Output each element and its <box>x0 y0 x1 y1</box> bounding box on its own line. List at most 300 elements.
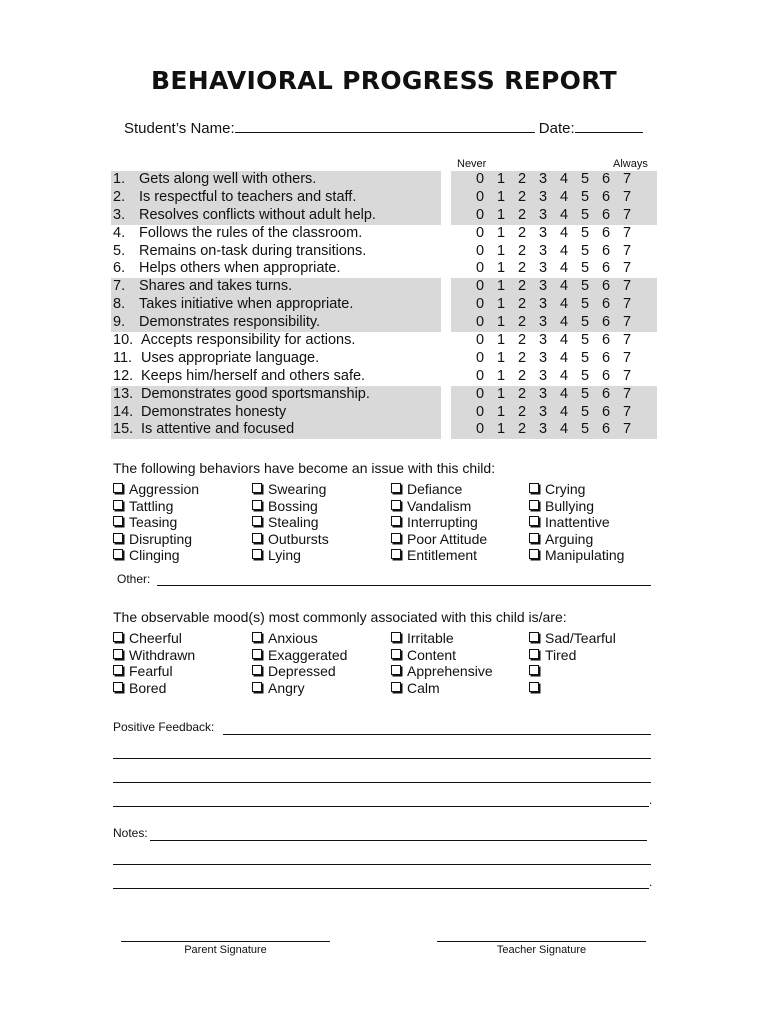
rating-option[interactable]: 5 <box>580 188 590 205</box>
checkbox-icon[interactable] <box>529 682 539 692</box>
rating-option[interactable]: 7 <box>622 224 632 241</box>
rating-item-number: 10. <box>113 332 134 349</box>
checkbox-option[interactable] <box>113 498 173 515</box>
checkbox-label: Manipulating <box>545 547 625 564</box>
rating-option[interactable]: 5 <box>580 403 590 420</box>
rating-item <box>111 350 441 368</box>
rating-item <box>111 332 441 350</box>
rating-option[interactable]: 3 <box>538 224 548 241</box>
rating-item-number: 9. <box>113 314 126 331</box>
checkbox-option[interactable] <box>391 498 471 515</box>
positive-feedback-field-3[interactable] <box>113 782 651 783</box>
scale-never-label: Never <box>457 158 487 170</box>
checkbox-icon[interactable] <box>529 549 539 559</box>
checkbox-label: Clinging <box>129 547 180 564</box>
rating-option[interactable]: 2 <box>517 332 527 349</box>
rating-item-text: Demonstrates good sportsmanship. <box>141 385 370 402</box>
rating-option[interactable]: 0 <box>475 314 485 331</box>
rating-option[interactable]: 7 <box>622 278 632 295</box>
notes-label: Notes: <box>113 826 148 840</box>
rating-item-number: 11. <box>113 349 133 366</box>
rating-option[interactable]: 1 <box>496 242 506 259</box>
rating-scale <box>451 386 657 404</box>
checkbox-option[interactable] <box>391 647 456 664</box>
rating-option[interactable]: 0 <box>475 224 485 241</box>
rating-scale <box>451 421 657 439</box>
checkbox-option[interactable] <box>391 663 493 680</box>
checkbox-icon[interactable] <box>529 483 539 493</box>
checkbox-icon[interactable] <box>252 516 262 526</box>
rating-option[interactable]: 4 <box>559 385 569 402</box>
rating-option[interactable]: 7 <box>622 260 632 277</box>
rating-option[interactable]: 2 <box>517 278 527 295</box>
checkbox-icon[interactable] <box>113 483 123 493</box>
notes-line <box>113 826 148 840</box>
rating-option[interactable]: 0 <box>475 349 485 366</box>
other-field[interactable] <box>157 585 651 586</box>
rating-option[interactable]: 5 <box>580 367 590 384</box>
rating-item-number: 14. <box>113 403 134 420</box>
checkbox-icon[interactable] <box>113 549 123 559</box>
rating-option[interactable]: 4 <box>559 367 569 384</box>
rating-option[interactable]: 3 <box>538 188 548 205</box>
behaviors-heading: The following behaviors have become an issue with this child: <box>113 460 496 476</box>
checkbox-option[interactable] <box>252 547 301 564</box>
checkbox-label: Swearing <box>268 481 327 497</box>
checkbox-option[interactable] <box>252 514 319 531</box>
rating-option[interactable]: 4 <box>559 403 569 420</box>
rating-option[interactable]: 5 <box>580 332 590 349</box>
rating-option[interactable]: 4 <box>559 188 569 205</box>
rating-option[interactable]: 0 <box>475 206 485 223</box>
notes-field-2[interactable] <box>113 864 651 865</box>
checkbox-option[interactable] <box>252 481 326 498</box>
rating-option[interactable]: 6 <box>601 278 611 295</box>
checkbox-icon[interactable] <box>391 549 401 559</box>
rating-item <box>111 368 441 386</box>
checkbox-label: Bossing <box>268 497 318 514</box>
rating-option[interactable]: 6 <box>601 188 611 205</box>
rating-option[interactable]: 4 <box>559 242 569 259</box>
positive-feedback-field-1[interactable] <box>223 734 651 735</box>
rating-option[interactable]: 0 <box>475 332 485 349</box>
rating-option[interactable]: 4 <box>559 171 569 187</box>
rating-option[interactable]: 3 <box>538 242 548 259</box>
checkbox-label: Inattentive <box>545 514 610 531</box>
rating-option[interactable]: 4 <box>559 260 569 277</box>
rating-scale <box>451 332 657 350</box>
rating-item <box>111 278 441 296</box>
rating-option[interactable]: 4 <box>559 224 569 241</box>
rating-option[interactable]: 5 <box>580 260 590 277</box>
rating-option[interactable]: 4 <box>559 314 569 331</box>
rating-item-number: 3. <box>113 206 126 223</box>
rating-item <box>111 386 441 404</box>
rating-option[interactable]: 5 <box>580 349 590 366</box>
rating-option[interactable]: 1 <box>496 260 506 277</box>
positive-feedback-end-mark: . <box>649 793 653 807</box>
checkbox-label: Lying <box>268 547 301 564</box>
rating-scale <box>451 171 657 189</box>
rating-option[interactable]: 5 <box>580 206 590 223</box>
rating-option[interactable]: 2 <box>517 224 527 241</box>
checkbox-icon[interactable] <box>529 516 539 526</box>
rating-option[interactable]: 4 <box>559 278 569 295</box>
teacher-signature-field[interactable] <box>437 941 646 942</box>
rating-option[interactable]: 5 <box>580 385 590 402</box>
rating-row <box>111 350 657 368</box>
rating-option[interactable]: 3 <box>538 421 548 438</box>
checkbox-option[interactable] <box>252 498 318 515</box>
rating-row <box>111 278 657 296</box>
checkbox-label: Tattling <box>129 497 174 514</box>
checkbox-label: Teasing <box>129 514 178 531</box>
positive-feedback-field-4[interactable] <box>113 806 649 807</box>
rating-option[interactable]: 7 <box>622 332 632 349</box>
checkbox-icon[interactable] <box>252 632 262 642</box>
rating-item-text: Follows the rules of the classroom. <box>139 224 363 241</box>
date-field[interactable] <box>575 118 643 133</box>
checkbox-option[interactable] <box>252 680 305 697</box>
checkbox-icon[interactable] <box>252 665 262 675</box>
notes-field-1[interactable] <box>150 840 647 841</box>
checkbox-option[interactable] <box>529 680 545 697</box>
checkbox-icon[interactable] <box>113 516 123 526</box>
rating-option[interactable]: 2 <box>517 260 527 277</box>
rating-scale <box>451 225 657 243</box>
checkbox-label: Arguing <box>545 530 594 547</box>
checkbox-label: Entitlement <box>407 547 478 564</box>
rating-row <box>111 404 657 422</box>
rating-option[interactable]: 2 <box>517 206 527 223</box>
rating-option[interactable]: 6 <box>601 224 611 241</box>
checkbox-icon[interactable] <box>252 649 262 659</box>
checkbox-option[interactable] <box>113 531 192 548</box>
checkbox-icon[interactable] <box>391 500 401 510</box>
rating-option[interactable]: 3 <box>538 206 548 223</box>
checkbox-icon[interactable] <box>252 682 262 692</box>
checkbox-icon[interactable] <box>113 533 123 543</box>
checkbox-option[interactable] <box>529 663 545 680</box>
checkbox-icon[interactable] <box>252 483 262 493</box>
checkbox-option[interactable] <box>529 481 585 498</box>
checkbox-option[interactable] <box>252 531 329 548</box>
checkbox-label: Bored <box>129 679 167 696</box>
checkbox-icon[interactable] <box>113 682 123 692</box>
rating-option[interactable]: 5 <box>580 242 590 259</box>
checkbox-label: Sad/Tearful <box>545 630 616 646</box>
student-name-field[interactable] <box>235 118 535 133</box>
rating-option[interactable]: 6 <box>601 314 611 331</box>
rating-option[interactable]: 6 <box>601 206 611 223</box>
checkbox-option[interactable] <box>529 531 593 548</box>
checkbox-label: Bullying <box>545 497 595 514</box>
notes-end-mark: . <box>649 875 653 889</box>
rating-scale <box>451 243 657 261</box>
rating-option[interactable]: 7 <box>622 206 632 223</box>
positive-feedback-field-2[interactable] <box>113 758 651 759</box>
rating-scale <box>451 189 657 207</box>
rating-option[interactable]: 7 <box>622 421 632 438</box>
rating-option[interactable]: 3 <box>538 314 548 331</box>
checkbox-icon[interactable] <box>529 500 539 510</box>
checkbox-label: Crying <box>545 481 586 497</box>
rating-option[interactable]: 2 <box>517 403 527 420</box>
rating-option[interactable]: 3 <box>538 367 548 384</box>
rating-option[interactable]: 3 <box>538 349 548 366</box>
checkbox-option[interactable] <box>391 547 477 564</box>
rating-option[interactable]: 5 <box>580 224 590 241</box>
checkbox-label: Cheerful <box>129 630 182 646</box>
rating-item <box>111 225 441 243</box>
rating-item-text: Uses appropriate language. <box>141 349 320 366</box>
rating-option[interactable]: 1 <box>496 314 506 331</box>
rating-option[interactable]: 1 <box>496 332 506 349</box>
checkbox-icon[interactable] <box>391 483 401 493</box>
checkbox-icon[interactable] <box>252 533 262 543</box>
rating-option[interactable]: 2 <box>517 385 527 402</box>
checkbox-icon[interactable] <box>391 632 401 642</box>
rating-item-number: 7. <box>113 278 126 295</box>
rating-row <box>111 207 657 225</box>
rating-option[interactable]: 1 <box>496 296 506 313</box>
rating-option[interactable]: 0 <box>475 385 485 402</box>
checkbox-icon[interactable] <box>113 665 123 675</box>
rating-option[interactable]: 0 <box>475 171 485 187</box>
checkbox-icon[interactable] <box>529 533 539 543</box>
checkbox-icon[interactable] <box>391 649 401 659</box>
date-label: Date: <box>538 120 575 137</box>
rating-option[interactable]: 6 <box>601 171 611 187</box>
checkbox-label: Tired <box>545 646 577 663</box>
rating-option[interactable]: 1 <box>496 349 506 366</box>
rating-option[interactable]: 2 <box>517 188 527 205</box>
rating-option[interactable]: 6 <box>601 349 611 366</box>
rating-option[interactable]: 5 <box>580 296 590 313</box>
rating-option[interactable]: 1 <box>496 385 506 402</box>
rating-item-text: Takes initiative when appropriate. <box>139 296 354 313</box>
checkbox-icon[interactable] <box>113 632 123 642</box>
checkbox-icon[interactable] <box>391 533 401 543</box>
rating-option[interactable]: 1 <box>496 421 506 438</box>
rating-option[interactable]: 4 <box>559 332 569 349</box>
rating-table <box>111 171 657 439</box>
rating-option[interactable]: 6 <box>601 403 611 420</box>
rating-option[interactable]: 6 <box>601 421 611 438</box>
checkbox-option[interactable] <box>529 514 610 531</box>
rating-option[interactable]: 2 <box>517 421 527 438</box>
rating-option[interactable]: 4 <box>559 349 569 366</box>
checkbox-label: Irritable <box>407 630 454 646</box>
checkbox-label: Content <box>407 646 457 663</box>
rating-row <box>111 260 657 278</box>
checkbox-label: Outbursts <box>268 530 329 547</box>
rating-option[interactable]: 0 <box>475 296 485 313</box>
rating-option[interactable]: 7 <box>622 171 632 187</box>
checkbox-option[interactable] <box>113 647 195 664</box>
rating-item <box>111 421 441 439</box>
checkbox-option[interactable] <box>113 630 182 647</box>
parent-signature-label: Parent Signature <box>184 944 267 956</box>
rating-item-text: Demonstrates responsibility. <box>139 314 321 331</box>
checkbox-option[interactable] <box>113 663 173 680</box>
rating-option[interactable]: 0 <box>475 260 485 277</box>
rating-option[interactable]: 3 <box>538 296 548 313</box>
rating-item <box>111 207 441 225</box>
checkbox-icon[interactable] <box>391 682 401 692</box>
checkbox-option[interactable] <box>391 531 487 548</box>
checkbox-label: Interrupting <box>407 514 478 531</box>
rating-option[interactable]: 2 <box>517 349 527 366</box>
checkbox-icon[interactable] <box>529 632 539 642</box>
notes-field-3[interactable] <box>113 888 649 889</box>
rating-item-text: Remains on-task during transitions. <box>139 242 367 259</box>
rating-item <box>111 404 441 422</box>
rating-scale <box>451 350 657 368</box>
rating-item-text: Accepts responsibility for actions. <box>141 332 356 349</box>
rating-option[interactable]: 6 <box>601 296 611 313</box>
checkbox-option[interactable] <box>252 630 318 647</box>
checkbox-icon[interactable] <box>529 649 539 659</box>
positive-feedback-label: Positive Feedback: <box>113 720 215 734</box>
rating-scale <box>451 207 657 225</box>
rating-option[interactable]: 7 <box>622 314 632 331</box>
rating-option[interactable]: 0 <box>475 421 485 438</box>
rating-row <box>111 189 657 207</box>
rating-item-number: 15. <box>113 421 134 438</box>
rating-item-text: Keeps him/herself and others safe. <box>141 367 366 384</box>
rating-row <box>111 243 657 261</box>
rating-option[interactable]: 7 <box>622 242 632 259</box>
rating-option[interactable]: 1 <box>496 188 506 205</box>
checkbox-option[interactable] <box>113 514 177 531</box>
positive-feedback-line <box>113 720 214 734</box>
rating-option[interactable]: 4 <box>559 296 569 313</box>
parent-signature-field[interactable] <box>121 941 330 942</box>
rating-item-number: 13. <box>113 385 134 402</box>
rating-option[interactable]: 0 <box>475 278 485 295</box>
scale-always-label: Always <box>613 158 648 170</box>
checkbox-icon[interactable] <box>529 665 539 675</box>
checkbox-icon[interactable] <box>252 549 262 559</box>
rating-option[interactable]: 5 <box>580 421 590 438</box>
rating-option[interactable]: 3 <box>538 385 548 402</box>
rating-option[interactable]: 2 <box>517 314 527 331</box>
rating-option[interactable]: 3 <box>538 403 548 420</box>
rating-option[interactable]: 7 <box>622 403 632 420</box>
checkbox-option[interactable] <box>113 481 199 498</box>
rating-item-text: Demonstrates honesty <box>141 403 287 420</box>
rating-option[interactable]: 7 <box>622 188 632 205</box>
checkbox-option[interactable] <box>252 663 336 680</box>
rating-row <box>111 368 657 386</box>
rating-option[interactable]: 2 <box>517 367 527 384</box>
rating-option[interactable]: 0 <box>475 367 485 384</box>
rating-item <box>111 189 441 207</box>
rating-scale <box>451 404 657 422</box>
teacher-signature-label: Teacher Signature <box>496 944 587 956</box>
checkbox-option[interactable] <box>391 630 454 647</box>
rating-option[interactable]: 3 <box>538 332 548 349</box>
rating-option[interactable]: 2 <box>517 171 527 187</box>
rating-option[interactable]: 4 <box>559 421 569 438</box>
checkbox-option[interactable] <box>252 647 347 664</box>
checkbox-icon[interactable] <box>113 649 123 659</box>
rating-item-number: 12. <box>113 367 134 384</box>
rating-option[interactable]: 1 <box>496 403 506 420</box>
rating-option[interactable]: 2 <box>517 296 527 313</box>
rating-option[interactable]: 6 <box>601 385 611 402</box>
rating-option[interactable]: 1 <box>496 367 506 384</box>
checkbox-icon[interactable] <box>113 500 123 510</box>
checkbox-option[interactable] <box>529 498 594 515</box>
checkbox-option[interactable] <box>391 481 462 498</box>
rating-option[interactable]: 0 <box>475 403 485 420</box>
rating-option[interactable]: 7 <box>622 385 632 402</box>
rating-scale <box>451 314 657 332</box>
checkbox-option[interactable] <box>529 547 624 564</box>
rating-option[interactable]: 6 <box>601 332 611 349</box>
rating-option[interactable]: 0 <box>475 188 485 205</box>
rating-option[interactable]: 1 <box>496 278 506 295</box>
rating-item-text: Is attentive and focused <box>141 421 295 438</box>
checkbox-label: Fearful <box>129 663 173 680</box>
rating-item-text: Resolves conflicts without adult help. <box>139 206 376 223</box>
page-title: BEHAVIORAL PROGRESS REPORT <box>151 66 617 95</box>
rating-option[interactable]: 6 <box>601 242 611 259</box>
rating-scale <box>451 368 657 386</box>
rating-option[interactable]: 6 <box>601 260 611 277</box>
rating-option[interactable]: 5 <box>580 278 590 295</box>
checkbox-option[interactable] <box>529 647 576 664</box>
checkbox-label: Disrupting <box>129 530 193 547</box>
rating-option[interactable]: 3 <box>538 171 548 187</box>
checkbox-option[interactable] <box>529 630 616 647</box>
rating-item-number: 6. <box>113 260 126 277</box>
rating-option[interactable]: 2 <box>517 242 527 259</box>
rating-option[interactable]: 0 <box>475 242 485 259</box>
rating-option[interactable]: 5 <box>580 314 590 331</box>
checkbox-icon[interactable] <box>391 665 401 675</box>
rating-item-text: Helps others when appropriate. <box>139 260 341 277</box>
checkbox-option[interactable] <box>391 680 440 697</box>
rating-option[interactable]: 4 <box>559 206 569 223</box>
rating-option[interactable]: 7 <box>622 349 632 366</box>
rating-option[interactable]: 1 <box>496 206 506 223</box>
checkbox-option[interactable] <box>113 680 166 697</box>
checkbox-icon[interactable] <box>252 500 262 510</box>
checkbox-option[interactable] <box>113 547 180 564</box>
rating-option[interactable]: 7 <box>622 296 632 313</box>
rating-option[interactable]: 3 <box>538 260 548 277</box>
checkbox-icon[interactable] <box>391 516 401 526</box>
rating-row <box>111 332 657 350</box>
rating-item <box>111 260 441 278</box>
checkbox-option[interactable] <box>391 514 478 531</box>
rating-option[interactable]: 1 <box>496 224 506 241</box>
rating-row <box>111 225 657 243</box>
rating-option[interactable]: 5 <box>580 171 590 187</box>
rating-option[interactable]: 6 <box>601 367 611 384</box>
checkbox-label: Withdrawn <box>129 646 196 663</box>
moods-heading: The observable mood(s) most commonly associated with this child is/are: <box>113 609 567 625</box>
checkbox-label: Calm <box>407 679 440 696</box>
rating-item-number: 5. <box>113 242 126 259</box>
rating-option[interactable]: 1 <box>496 171 506 187</box>
rating-item-number: 1. <box>113 171 126 187</box>
rating-option[interactable]: 3 <box>538 278 548 295</box>
rating-option[interactable]: 7 <box>622 367 632 384</box>
